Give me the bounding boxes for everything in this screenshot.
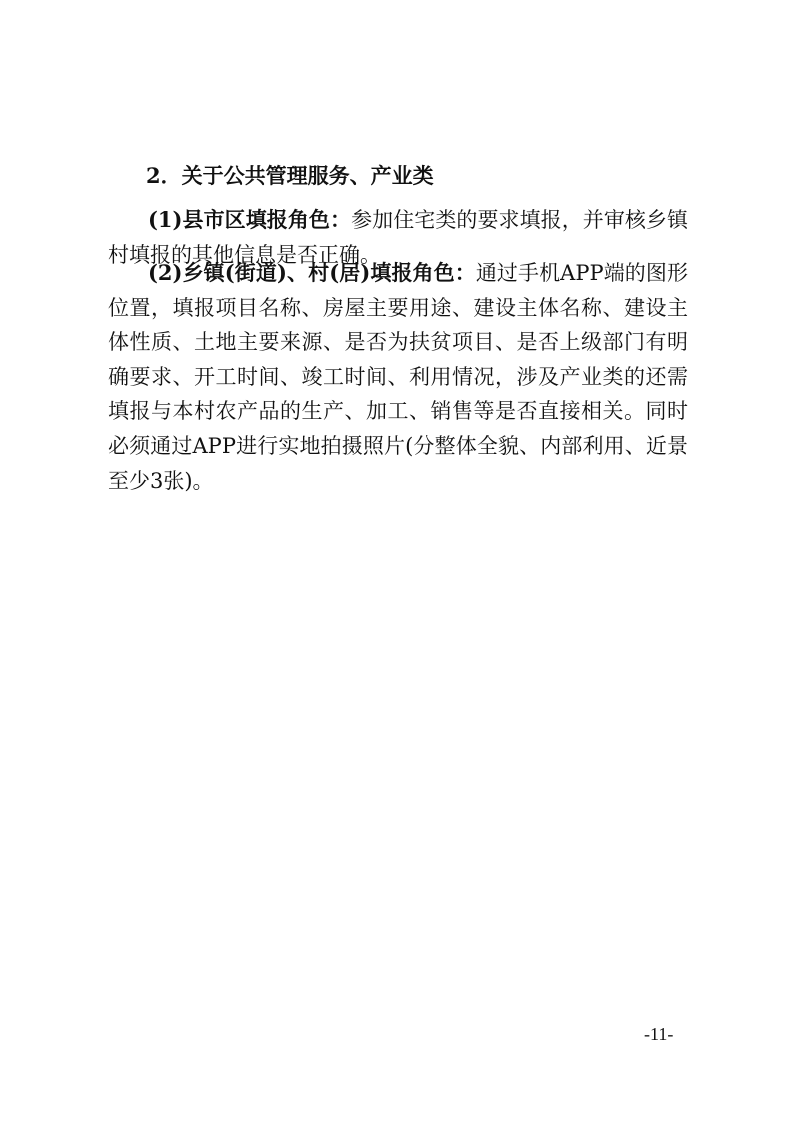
section-heading: 2．关于公共管理服务、产业类: [146, 163, 434, 188]
paragraph-lead: (1)县市区填报角色：: [148, 207, 352, 232]
page-number: -11-: [644, 1024, 674, 1044]
paragraph-township-role: [108, 256, 688, 498]
paragraph-lead: (2)乡镇(街道)、村(居)填报角色：: [148, 260, 476, 285]
paragraph-body: 通过手机APP端的图形位置，填报项目名称、房屋主要用途、建设主体名称、建设主体性质、土地主要来源、是否为扶贫项目、是否上级部门有明确要求、开工时间、竣工时间、利用情况，涉及产业类的还需填报与本村农产品的生产、加工、销售等是否直接相关。同时必须通过APP进行实地拍摄照片(分整体全貌、内部利用、近景至少3张)。: [108, 261, 688, 493]
paragraph-body: 参加住宅类的要求填报，并审核乡镇村填报的其他信息是否正确。: [108, 208, 689, 267]
